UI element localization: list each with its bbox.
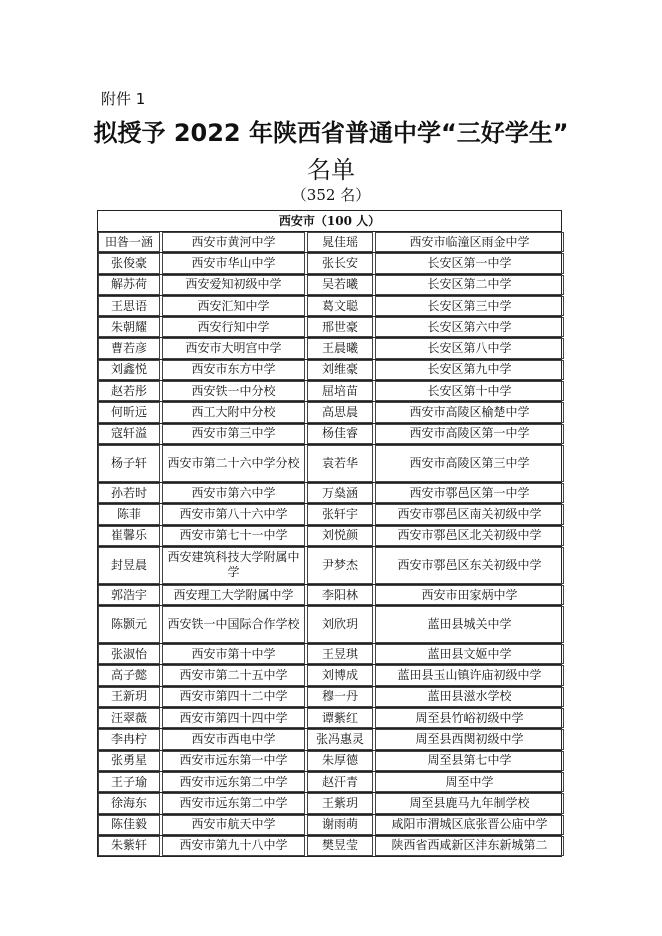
student-name-cell: 谢雨萌 bbox=[307, 815, 373, 835]
table-row bbox=[98, 793, 561, 814]
page-title: 拟授予 2022 年陕西省普通中学“三好学生” bbox=[93, 119, 569, 147]
student-name-cell: 张长安 bbox=[307, 253, 373, 273]
student-name-cell: 张轩宇 bbox=[307, 504, 373, 524]
school-name-cell: 西安市第四十二中学 bbox=[162, 687, 305, 707]
table-row bbox=[98, 504, 561, 525]
student-name-cell: 解苏荷 bbox=[98, 275, 160, 295]
school-name-cell: 周至中学 bbox=[375, 772, 564, 792]
student-name-cell: 葛文聪 bbox=[307, 296, 373, 316]
school-name-cell: 西安市远东第一中学 bbox=[162, 751, 305, 771]
school-name-cell: 西安市东方中学 bbox=[162, 360, 305, 380]
school-name-cell: 长安区第一中学 bbox=[375, 253, 564, 273]
table-row bbox=[98, 836, 561, 856]
table-row bbox=[98, 381, 561, 402]
school-name-cell: 西安市鄠邑区北关初级中学 bbox=[375, 526, 564, 546]
student-name-cell: 杨子轩 bbox=[98, 445, 160, 482]
student-name-cell: 王昱琪 bbox=[307, 644, 373, 664]
school-name-cell: 西安市华山中学 bbox=[162, 253, 305, 273]
student-name-cell: 袁若华 bbox=[307, 445, 373, 482]
student-name-cell: 穆一丹 bbox=[307, 687, 373, 707]
school-name-cell: 西安铁一中国际合作学校 bbox=[162, 606, 305, 643]
student-name-cell: 张俊豪 bbox=[98, 253, 160, 273]
honor-list-table bbox=[97, 210, 562, 857]
school-name-cell: 西安市航天中学 bbox=[162, 815, 305, 835]
school-name-cell: 蓝田县玉山镇许庙初级中学 bbox=[375, 665, 564, 685]
student-name-cell: 陈佳毅 bbox=[98, 815, 160, 835]
school-name-cell: 周至县竹峪初级中学 bbox=[375, 708, 564, 728]
school-name-cell: 西安行知中学 bbox=[162, 317, 305, 337]
table-row bbox=[98, 815, 561, 836]
student-name-cell: 刘欣玥 bbox=[307, 606, 373, 643]
school-name-cell: 西安市第八十六中学 bbox=[162, 504, 305, 524]
student-name-cell: 王晨曦 bbox=[307, 338, 373, 358]
student-name-cell: 李阳林 bbox=[307, 585, 373, 605]
table-row bbox=[98, 772, 561, 793]
school-name-cell: 西安市远东第二中学 bbox=[162, 793, 305, 813]
school-name-cell: 西安市第九十八中学 bbox=[162, 836, 305, 856]
table-row bbox=[98, 687, 561, 708]
school-name-cell: 蓝田县城关中学 bbox=[375, 606, 564, 643]
region-header: 西安市（100 人） bbox=[98, 211, 561, 232]
student-name-cell: 杨佳睿 bbox=[307, 424, 373, 444]
student-name-cell: 赵汗青 bbox=[307, 772, 373, 792]
table-row bbox=[98, 526, 561, 547]
student-name-cell: 尹梦杰 bbox=[307, 547, 373, 584]
school-name-cell: 长安区第六中学 bbox=[375, 317, 564, 337]
student-name-cell: 孙若时 bbox=[98, 483, 160, 503]
school-name-cell: 长安区第八中学 bbox=[375, 338, 564, 358]
student-name-cell: 张淑怡 bbox=[98, 644, 160, 664]
school-name-cell: 西安汇知中学 bbox=[162, 296, 305, 316]
student-name-cell: 刘鑫悦 bbox=[98, 360, 160, 380]
table-row bbox=[98, 708, 561, 729]
school-name-cell: 蓝田县文姬中学 bbox=[375, 644, 564, 664]
student-name-cell: 王新玥 bbox=[98, 687, 160, 707]
school-name-cell: 西安市远东第二中学 bbox=[162, 772, 305, 792]
table-row bbox=[98, 232, 561, 253]
school-name-cell: 西安市第七十一中学 bbox=[162, 526, 305, 546]
school-name-cell: 咸阳市渭城区底张晋公庙中学 bbox=[375, 815, 564, 835]
student-name-cell: 陈菲 bbox=[98, 504, 160, 524]
school-name-cell: 西工大附中分校 bbox=[162, 402, 305, 422]
student-name-cell: 朱厚德 bbox=[307, 751, 373, 771]
table-row bbox=[98, 483, 561, 504]
school-name-cell: 西安市鄠邑区南关初级中学 bbox=[375, 504, 564, 524]
table-row bbox=[98, 424, 561, 445]
student-name-cell: 曹若彦 bbox=[98, 338, 160, 358]
student-name-cell: 崔馨乐 bbox=[98, 526, 160, 546]
school-name-cell: 长安区第九中学 bbox=[375, 360, 564, 380]
school-name-cell: 西安市临潼区雨金中学 bbox=[375, 232, 564, 252]
table-row bbox=[98, 275, 561, 296]
table-row bbox=[98, 360, 561, 381]
school-name-cell: 西安市鄠邑区第一中学 bbox=[375, 483, 564, 503]
student-name-cell: 高子懿 bbox=[98, 665, 160, 685]
school-name-cell: 西安市西电中学 bbox=[162, 729, 305, 749]
page-title-line2: 名单 bbox=[307, 156, 355, 184]
school-name-cell: 西安铁一中分校 bbox=[162, 381, 305, 401]
table-row bbox=[98, 317, 561, 338]
student-name-cell: 汪翠薇 bbox=[98, 708, 160, 728]
school-name-cell: 周至县鹿马九年制学校 bbox=[375, 793, 564, 813]
student-name-cell: 樊昱莹 bbox=[307, 836, 373, 856]
school-name-cell: 西安市第四十四中学 bbox=[162, 708, 305, 728]
table-row bbox=[98, 751, 561, 772]
school-name-cell: 西安理工大学附属中学 bbox=[162, 585, 305, 605]
table-row bbox=[98, 547, 561, 585]
student-name-cell: 朱朝耀 bbox=[98, 317, 160, 337]
school-name-cell: 西安市田家炳中学 bbox=[375, 585, 564, 605]
school-name-cell: 西安市高陵区榆楚中学 bbox=[375, 402, 564, 422]
school-name-cell: 西安市第二十五中学 bbox=[162, 665, 305, 685]
student-name-cell: 赵若彤 bbox=[98, 381, 160, 401]
school-name-cell: 西安市大明宫中学 bbox=[162, 338, 305, 358]
school-name-cell: 西安市黄河中学 bbox=[162, 232, 305, 252]
table-row bbox=[98, 253, 561, 274]
student-name-cell: 郭浩宇 bbox=[98, 585, 160, 605]
student-name-cell: 晁佳瑶 bbox=[307, 232, 373, 252]
student-name-cell: 王子瑜 bbox=[98, 772, 160, 792]
student-name-cell: 朱紫轩 bbox=[98, 836, 160, 856]
school-name-cell: 长安区第三中学 bbox=[375, 296, 564, 316]
student-name-cell: 吴若曦 bbox=[307, 275, 373, 295]
table-row bbox=[98, 665, 561, 686]
student-name-cell: 邢世豪 bbox=[307, 317, 373, 337]
school-name-cell: 西安市第二十六中学分校 bbox=[162, 445, 305, 482]
student-name-cell: 谭紫红 bbox=[307, 708, 373, 728]
school-name-cell: 长安区第十中学 bbox=[375, 381, 564, 401]
table-row bbox=[98, 402, 561, 423]
student-name-cell: 陈颢元 bbox=[98, 606, 160, 643]
student-name-cell: 高思晨 bbox=[307, 402, 373, 422]
school-name-cell: 西安市高陵区第一中学 bbox=[375, 424, 564, 444]
student-name-cell: 刘维豪 bbox=[307, 360, 373, 380]
student-name-cell: 王思语 bbox=[98, 296, 160, 316]
student-name-cell: 徐海东 bbox=[98, 793, 160, 813]
table-row bbox=[98, 606, 561, 644]
school-name-cell: 蓝田县滋水学校 bbox=[375, 687, 564, 707]
school-name-cell: 周至县第七中学 bbox=[375, 751, 564, 771]
table-row bbox=[98, 445, 561, 483]
school-name-cell: 西安市第十中学 bbox=[162, 644, 305, 664]
school-name-cell: 西安爱知初级中学 bbox=[162, 275, 305, 295]
student-name-cell: 张冯惠灵 bbox=[307, 729, 373, 749]
student-name-cell: 何昕远 bbox=[98, 402, 160, 422]
student-name-cell: 田昝一涵 bbox=[98, 232, 160, 252]
school-name-cell: 长安区第二中学 bbox=[375, 275, 564, 295]
school-name-cell: 西安市第三中学 bbox=[162, 424, 305, 444]
school-name-cell: 西安建筑科技大学附属中学 bbox=[162, 547, 305, 584]
school-name-cell: 周至县西関初级中学 bbox=[375, 729, 564, 749]
student-name-cell: 封昱晨 bbox=[98, 547, 160, 584]
student-name-cell: 寇轩溢 bbox=[98, 424, 160, 444]
school-name-cell: 西安市高陵区第三中学 bbox=[375, 445, 564, 482]
table-row bbox=[98, 338, 561, 359]
school-name-cell: 西安市第六中学 bbox=[162, 483, 305, 503]
attachment-label: 附件 1 bbox=[101, 90, 146, 108]
student-name-cell: 张勇星 bbox=[98, 751, 160, 771]
student-name-cell: 屈培苗 bbox=[307, 381, 373, 401]
table-row bbox=[98, 296, 561, 317]
table-row bbox=[98, 644, 561, 665]
table-body bbox=[98, 232, 561, 856]
student-name-cell: 刘博成 bbox=[307, 665, 373, 685]
total-count: （352 名） bbox=[291, 186, 371, 204]
table-row bbox=[98, 585, 561, 606]
student-name-cell: 李冉柠 bbox=[98, 729, 160, 749]
student-name-cell: 万燊涵 bbox=[307, 483, 373, 503]
student-name-cell: 王紫玥 bbox=[307, 793, 373, 813]
school-name-cell: 西安市鄠邑区东关初级中学 bbox=[375, 547, 564, 584]
school-name-cell: 陕西省西咸新区沣东新城第二 bbox=[375, 836, 564, 856]
table-row bbox=[98, 729, 561, 750]
student-name-cell: 刘悦颜 bbox=[307, 526, 373, 546]
